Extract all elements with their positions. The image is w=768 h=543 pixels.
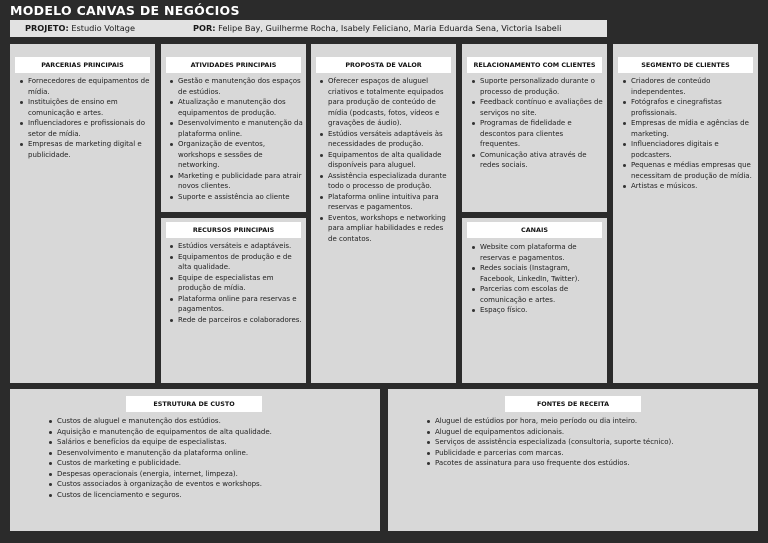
list-item: Desenvolvimento e manutenção da plataforma online. (48, 448, 368, 459)
list-item: Programas de fidelidade e descontos para clientes frequentes. (471, 118, 605, 150)
activities-block (161, 44, 306, 212)
partners-block (10, 44, 155, 383)
segments-header: SEGMENTO DE CLIENTES (618, 57, 753, 73)
partners-header: PARCERIAS PRINCIPAIS (15, 57, 150, 73)
list-item: Organização de eventos, workshops e sessões de networking. (169, 139, 303, 171)
canvas-title: MODELO CANVAS DE NEGÓCIOS (10, 3, 240, 18)
list-item: Influenciadores e profissionais do setor de mídia. (19, 118, 153, 139)
list-item: Despesas operacionais (energia, internet, limpeza). (48, 469, 368, 480)
costs-header: ESTRUTURA DE CUSTO (126, 396, 262, 412)
project-label: PROJETO: (25, 23, 69, 33)
list-item: Aquisição e manutenção de equipamentos de alta qualidade. (48, 427, 368, 438)
list-item: Marketing e publicidade para atrair novos clientes. (169, 171, 303, 192)
channels-list (471, 242, 605, 316)
authors-label: POR: (193, 23, 216, 33)
revenue-header: FONTES DE RECEITA (505, 396, 641, 412)
revenue-list (426, 416, 751, 469)
list-item: Custos de licenciamento e seguros. (48, 490, 368, 501)
resources-list (169, 241, 303, 325)
list-item: Assistência especializada durante todo o processo de produção. (319, 171, 454, 192)
project-name: Estudio Voltage (71, 23, 135, 33)
value-header: PROPOSTA DE VALOR (316, 57, 451, 73)
partners-list (19, 76, 153, 160)
list-item: Fotógrafos e cinegrafistas profissionais. (622, 97, 758, 118)
resources-block (161, 218, 306, 383)
relationship-block (462, 44, 607, 212)
list-item: Espaço físico. (471, 305, 605, 316)
list-item: Aluguel de equipamentos adicionais. (426, 427, 751, 438)
segments-list (622, 76, 758, 192)
list-item: Parcerias com escolas de comunicação e artes. (471, 284, 605, 305)
list-item: Suporte personalizado durante o processo de produção. (471, 76, 605, 97)
list-item: Serviços de assistência especializada (consultoria, suporte técnico). (426, 437, 751, 448)
list-item: Estúdios versáteis adaptáveis às necessidades de produção. (319, 129, 454, 150)
list-item: Equipamentos de alta qualidade disponíveis para aluguel. (319, 150, 454, 171)
list-item: Feedback contínuo e avaliações de serviços no site. (471, 97, 605, 118)
list-item: Desenvolvimento e manutenção da plataforma online. (169, 118, 303, 139)
list-item: Website com plataforma de reservas e pagamentos. (471, 242, 605, 263)
authors-bar (160, 20, 607, 37)
project-bar (10, 20, 169, 37)
channels-header: CANAIS (467, 222, 602, 238)
list-item: Estúdios versáteis e adaptáveis. (169, 241, 303, 252)
revenue-block (388, 389, 758, 531)
list-item: Custos de marketing e publicidade. (48, 458, 368, 469)
list-item: Fornecedores de equipamentos de mídia. (19, 76, 153, 97)
list-item: Comunicação ativa através de redes sociais. (471, 150, 605, 171)
list-item: Eventos, workshops e networking para ampliar habilidades e redes de contatos. (319, 213, 454, 245)
list-item: Pacotes de assinatura para uso frequente dos estúdios. (426, 458, 751, 469)
activities-header: ATIVIDADES PRINCIPAIS (166, 57, 301, 73)
list-item: Atualização e manutenção dos equipamentos de produção. (169, 97, 303, 118)
list-item: Pequenas e médias empresas que necessitam de produção de mídia. (622, 160, 758, 181)
relationship-list (471, 76, 605, 171)
list-item: Empresas de marketing digital e publicidade. (19, 139, 153, 160)
list-item: Redes sociais (Instagram, Facebook, LinkedIn, Twitter). (471, 263, 605, 284)
list-item: Suporte e assistência ao cliente (169, 192, 303, 203)
resources-header: RECURSOS PRINCIPAIS (166, 222, 301, 238)
list-item: Oferecer espaços de aluguel criativos e totalmente equipados para produção de conteúdo de mídia (podcasts, fotos, vídeos e gravações de áudio). (319, 76, 454, 129)
list-item: Publicidade e parcerias com marcas. (426, 448, 751, 459)
activities-list (169, 76, 303, 202)
list-item: Criadores de conteúdo independentes. (622, 76, 758, 97)
list-item: Aluguel de estúdios por hora, meio período ou dia inteiro. (426, 416, 751, 427)
list-item: Plataforma online intuitiva para reservas e pagamentos. (319, 192, 454, 213)
value-list (319, 76, 454, 244)
channels-block (462, 218, 607, 383)
list-item: Equipamentos de produção e de alta qualidade. (169, 252, 303, 273)
list-item: Equipe de especialistas em produção de mídia. (169, 273, 303, 294)
list-item: Rede de parceiros e colaboradores. (169, 315, 303, 326)
list-item: Salários e benefícios da equipe de especialistas. (48, 437, 368, 448)
list-item: Plataforma online para reservas e pagamentos. (169, 294, 303, 315)
list-item: Custos associados à organização de eventos e workshops. (48, 479, 368, 490)
relationship-header: RELACIONAMENTO COM CLIENTES (467, 57, 602, 73)
list-item: Instituições de ensino em comunicação e artes. (19, 97, 153, 118)
list-item: Influenciadores digitais e podcasters. (622, 139, 758, 160)
value-block (311, 44, 456, 383)
list-item: Custos de aluguel e manutenção dos estúdios. (48, 416, 368, 427)
list-item: Empresas de mídia e agências de marketing. (622, 118, 758, 139)
segments-block (613, 44, 758, 383)
list-item: Gestão e manutenção dos espaços de estúdios. (169, 76, 303, 97)
list-item: Artistas e músicos. (622, 181, 758, 192)
authors-names: Felipe Bay, Guilherme Rocha, Isabely Feliciano, Maria Eduarda Sena, Victoria Isabeli (218, 23, 562, 33)
costs-block (10, 389, 380, 531)
costs-list (48, 416, 368, 500)
